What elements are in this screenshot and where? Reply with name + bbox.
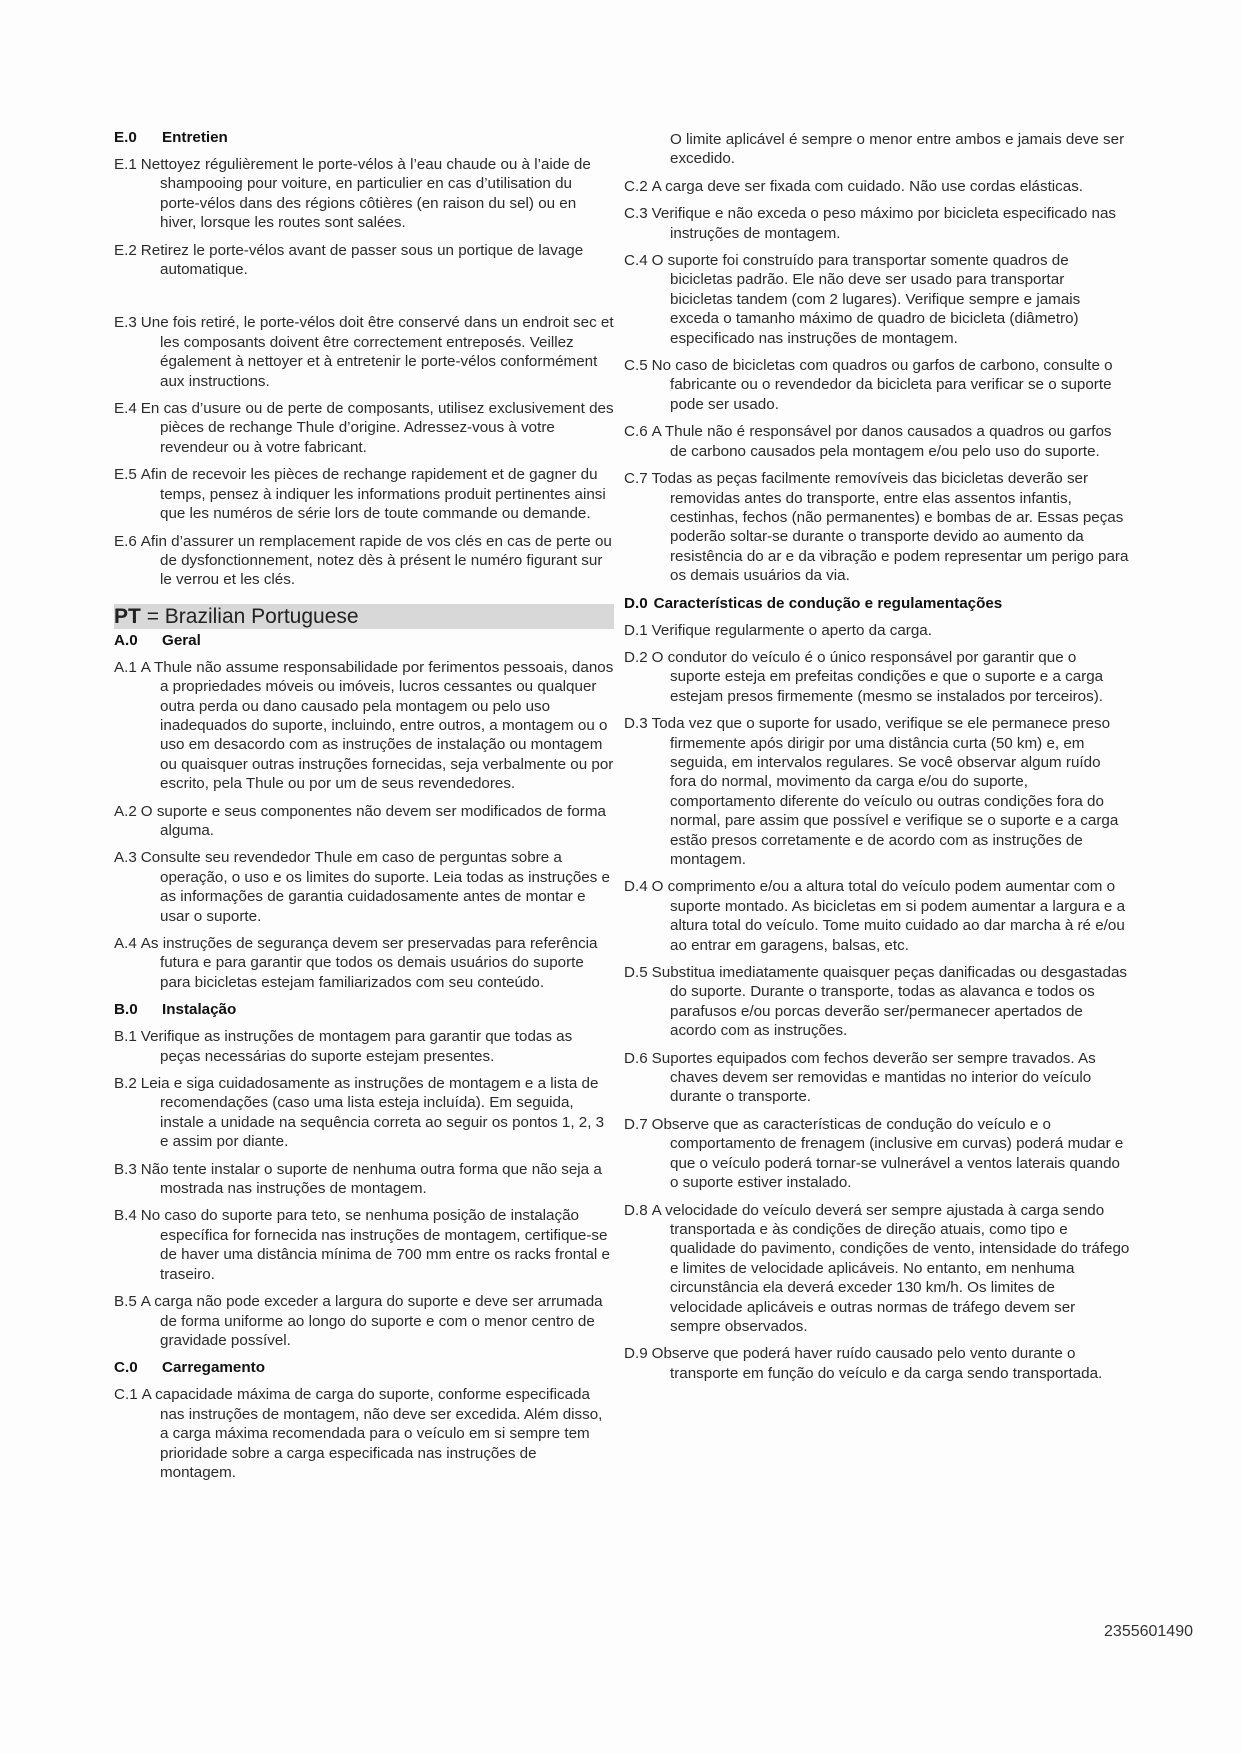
list-item: D.8 A velocidade do veículo deverá ser sempre ajustada à carga sendo transportada e às condições de direção atuais, como tipo e qualidade do pavimento, condições de vento, intensidade do tráfego e limites de velocidade aplicáveis. No entanto, em nenhuma circunstância ela deverá exceder 130 km/h. Os limites de velocidade aplicáveis e outras normas de tráfego devem ser sempre observados. [624,1201,1130,1335]
list-item: E.2 Retirez le porte-vélos avant de passer sous un portique de lavage automatique. [114,241,584,279]
list-item: C.2 A carga deve ser fixada com cuidado. Não use cordas elásticas. [624,177,1084,195]
list-item: C.6 A Thule não é responsável por danos causados a quadros ou garfos de carbono causados pela montagem e/ou pelo uso do suporte. [624,423,1112,460]
section-heading-b0: B.0 Instalação [114,1001,237,1019]
list-item: D.4 O comprimento e/ou a altura total do veículo podem aumentar com o suporte montado. As bicicletas em si podem aumentar a largura e a altura total do veículo. Tome muito cuidado ao dar marcha à ré e/ou ao entrar em garagens, balsas, etc. [624,878,1126,954]
document-number: 2355601490 [1104,1623,1193,1640]
spacer [114,287,614,313]
list-item: C.7 Todas as peças facilmente removíveis das bicicletas deverão ser removidas antes do transporte, entre elas assentos infantis, cestinhas, fechos (não permanentes) e bombas de ar. Essas peças poderão soltar-se durante o transporte devido ao aumento da resistência do ar e da vibração e podem representar um perigo para os demais usuários da via. [624,470,1129,585]
list-item: E.5 Afin de recevoir les pièces de rechange rapidement et de gagner du temps, pensez à indiquer les informations produit pertinentes ainsi que les numéros de série lors de toute commande ou demande. [114,466,606,523]
list-item: D.1 Verifique regularmente o aperto da carga. [624,621,932,639]
list-item-continued: O limite aplicável é sempre o menor entre ambos e jamais deve ser excedido. [670,131,1125,168]
list-item: B.5 A carga não pode exceder a largura do suporte e deve ser arrumada de forma uniforme ao longo do suporte e com o menor centro de gravidade possível. [114,1293,603,1349]
list-item: D.9 Observe que poderá haver ruído causado pelo vento durante o transporte em função do veículo e da carga sendo transportada. [624,1345,1103,1382]
section-heading-a0: A.0 Geral [114,631,201,649]
list-item: D.3 Toda vez que o suporte for usado, verifique se ele permanece preso firmemente após dirigir por uma distância curta (50 km) e, em seguida, em intervalos regulares. Se você observar algum ruído fora do normal, movimento da carga e/ou do suporte, comportamento diferente do veículo ou outras condições fora do normal, pare assim que possível e verifique se o suporte e a carga estão presos corretamente e de acordo com as instruções de montagem. [624,715,1119,868]
list-item: D.7 Observe que as características de condução do veículo e o comportamento de frenagem (inclusive em curvas) poderá mudar e que o veículo poderá tornar-se vulnerável a ventos laterais quando o suporte estiver instalado. [624,1115,1124,1192]
list-item: A.3 Consulte seu revendedor Thule em caso de perguntas sobre a operação, o uso e os limites do suporte. Leia todas as instruções e as informações de garantia cuidadosamente antes de montar e usar o suporte. [114,849,610,925]
list-item: B.4 No caso do suporte para teto, se nenhuma posição de instalação específica for fornecida nas instruções de montagem, certifique-se de haver uma distância mínima de 700 mm entre os racks frontal e traseiro. [114,1207,610,1283]
list-item: E.1 Nettoyez régulièrement le porte-vélos à l’eau chaude ou à l’aide de shampooing pour voiture, en particulier en cas d’utilisation du porte-vélos dans des régions côtières (en raison du sel) ou en hiver, lorsque les routes sont salées. [114,156,591,232]
list-item: D.6 Suportes equipados com fechos deverão ser sempre travados. As chaves devem ser removidas e mantidas no interior do veículo durante o transporte. [624,1049,1096,1106]
list-item: D.5 Substitua imediatamente quaisquer peças danificadas ou desgastadas do suporte. Durante o transporte, todas as alavanca e todos os parafusos e/ou porcas deverão ser/permanecer apertados de acordo com as instruções. [624,964,1127,1040]
list-item: C.1 A capacidade máxima de carga do suporte, conforme especificada nas instruções de montagem, não deve ser excedida. Além disso, a carga máxima recomendada para o veículo em si sempre tem prioridade sobre a carga especificada nas instruções de montagem. [114,1386,603,1481]
list-item: A.4 As instruções de segurança devem ser preservadas para referência futura e para garantir que todos os demais usuários do suporte para bicicletas estejam familiarizados com seu conteúdo. [114,935,598,991]
list-item: C.4 O suporte foi construído para transportar somente quadros de bicicletas padrão. Ele não deve ser usado para transportar bicicletas tandem (com 2 lugares). Verifique sempre e jamais exceda o tamanho máximo de quadro de bicicleta (diâmetro) especificado nas instruções de montagem. [624,252,1081,347]
list-item: D.2 O condutor do veículo é o único responsável por garantir que o suporte esteja em prefeitas condições e que o suporte e a carga estejam presos firmemente (mesmo se instalados por terceiros). [624,648,1104,705]
list-item: C.3 Verifique e não exceda o peso máximo por bicicleta especificado nas instruções de montagem. [624,205,1116,242]
left-column [114,128,614,1490]
section-heading-e0: E.0 Entretien [114,129,228,146]
list-item: C.5 No caso de bicicletas com quadros ou garfos de carbono, consulte o fabricante ou o revendedor da bicicleta para verificar se o suporte pode ser usado. [624,357,1113,413]
list-item: E.4 En cas d’usure ou de perte de composants, utilisez exclusivement des pièces de rechange Thule d’origine. Adressez-vous à votre revendeur ou à votre fabricant. [114,400,614,456]
section-heading-c0: C.0 Carregamento [114,1359,265,1377]
list-item: A.2 O suporte e seus componentes não devem ser modificados de forma alguma. [114,802,606,839]
list-item: B.1 Verifique as instruções de montagem para garantir que todas as peças necessárias do suporte estejam presentes. [114,1028,573,1065]
list-item: A.1 A Thule não assume responsabilidade por ferimentos pessoais, danos a propriedades móveis ou imóveis, lucros cessantes ou qualquer outra perda ou dano causado pela montagem ou pelo uso inadequados do suporte, incluindo, entre outros, a montagem ou o uso em desacordo com as instruções de instalação ou montagem ou quaisquer outras instruções fornecidas, seja verbalmente ou por escrito, pela Thule ou por um de seus revendedores. [114,658,614,793]
list-item: B.2 Leia e siga cuidadosamente as instruções de montagem e a lista de recomendações (caso uma lista esteja incluída). Em seguida, instale a unidade na sequência correta ao seguir os pontos 1, 2, 3 e assim por diante. [114,1075,605,1151]
section-heading-d0: D.0 Características de condução e regulamentações [624,594,1003,612]
list-item: E.6 Afin d’assurer un remplacement rapide de vos clés en cas de perte ou de dysfonctionnement, notez dès à présent le numéro figurant sur le verrou et les clés. [114,532,612,589]
list-item: E.3 Une fois retiré, le porte-vélos doit être conservé dans un endroit sec et les composants doivent être correctement entreposés. Veillez également à nettoyer et à entretenir le porte-vélos conformément aux instructions. [114,314,614,390]
language-bar: PT = Brazilian Portuguese [114,604,614,629]
right-column [624,130,1130,1391]
list-item: B.3 Não tente instalar o suporte de nenhuma outra forma que não seja a mostrada nas instruções de montagem. [114,1160,602,1198]
